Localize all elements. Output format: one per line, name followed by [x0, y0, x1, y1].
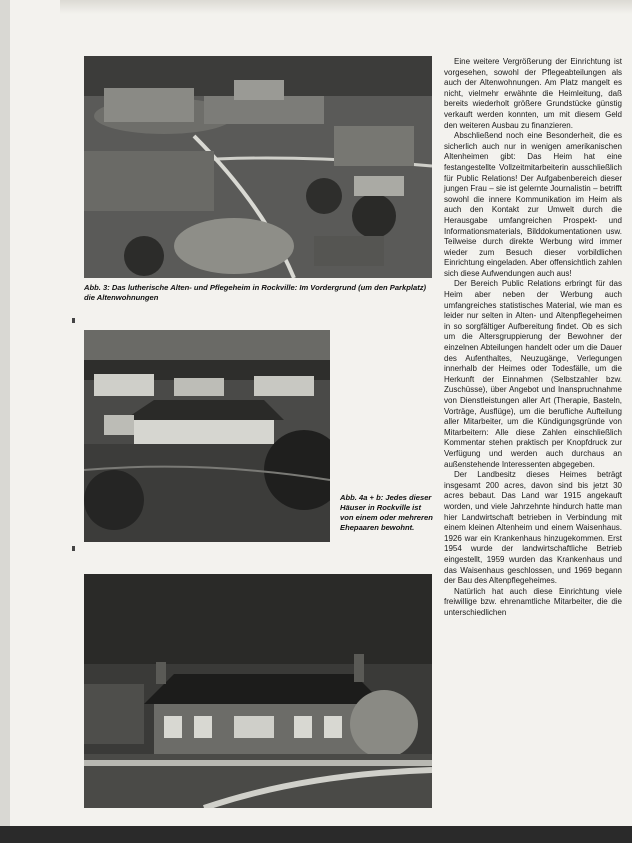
article-text-column: [444, 57, 622, 618]
houses-photo-a: [84, 330, 330, 542]
houses-photo-caption: Abb. 4a + b: Jedes dieser Häuser in Rockville ist von einem oder mehreren Ehepaaren bewohnt.: [340, 493, 433, 532]
article-paragraph: Natürlich hat auch diese Einrichtung viele freiwillige bzw. ehrenamtliche Mitarbeiter, die die unterschiedlichen: [444, 586, 622, 617]
page-fold-shadow: [60, 0, 632, 14]
page-edge: [0, 0, 10, 843]
scan-artifact: [72, 546, 75, 551]
scan-artifact: [72, 318, 75, 323]
article-paragraph: Eine weitere Vergrößerung der Einrichtung ist vorgesehen, sowohl der Pflegeabteilungen als auch der Altenwohnungen. Am Platz mangelt es nicht, vielmehr erwähnte die Heimleitung, daß bereits wiederholt größere Grundstücke günstig verkauft werden konnten, um mit diesem Geld den weiteren Ausbau zu finanzieren.: [444, 57, 622, 130]
article-paragraph: Der Bereich Public Relations erbringt für das Heim aber neben der Werbung auch umfangreiches statistisches Material, wie man es leider nur selten in Alten- und Altenpflegeheimen in so sorgfältiger Aufbereitung findet. Ob es sich um die Altersgruppierung der Bewohner der einzelnen Abteilungen handelt oder um die Dauer des Aufenthaltes, Neuzugänge, Verlegungen innerhalb der Heimes oder Todesfälle, um die Herkunft der Einnahmen (Selbstzahler bzw. Zuschüsse), über Angebot und Inanspruchnahme von Dienstleistungen aller Art (Therapie, Basteln, Vorträge, Ausflüge), um die berufliche Aufteilung aller Mitarbeiter, um die Kündigungsgründe von Mitarbeitern: Alle diese Zahlen einschließlich Kommentar stehen praktisch per Knopfdruck zur Verfügung und werden auch durchaus an außenstehende Interessenten abgegeben.: [444, 279, 622, 469]
aerial-photo: [84, 56, 432, 278]
aerial-photo-caption: Abb. 3: Das lutherische Alten- und Pflegeheim in Rockville: Im Vordergrund (um den Parkplatz) die Altenwohnungen: [84, 283, 427, 302]
page-edge-bottom: [0, 826, 632, 843]
article-paragraph: Abschließend noch eine Besonderheit, die es sicherlich auch nur in wenigen amerikanischen Altenheimen gibt: Das Heim hat eine festangestellte Vollzeitmitarbeiterin ausschließlich für Public Relations! Der Aufgabenbereich dieser jungen Frau – sie ist gelernte Journalistin – betrifft sowohl die innere Kommunikation im Heim als auch den Kontakt zur Umwelt durch die Herausgabe umfangreichen Prospekt- und Informationsmaterials, Bilddokumentationen usw. Teilweise durch direkte Werbung wird immer wieder zum Besuch dieser vorbildlichen Einrichtung eingeladen. Aber offensichtlich zahlen sich diese Aufwendungen auch aus!: [444, 131, 622, 278]
houses-photo-b: [84, 574, 432, 808]
article-paragraph: Der Landbesitz dieses Heimes beträgt insgesamt 200 acres, davon sind bis jetzt 30 acres bebaut. Das Land war 1915 angekauft worden, und viele Jahrzehnte hindurch hatte man hier Landwirtschaft betrieben in Verbindung mit einem kleinen Altenheim und einem Waisenhaus. 1926 war ein Krankenhaus hinzugekommen. Erst 1954 wurde der landwirtschaftliche Betrieb eingestellt, 1959 wurden das Krankenhaus und das Waisenhaus geschlossen, und 1969 begann der Bau des Altenpflegeheimes.: [444, 470, 622, 586]
